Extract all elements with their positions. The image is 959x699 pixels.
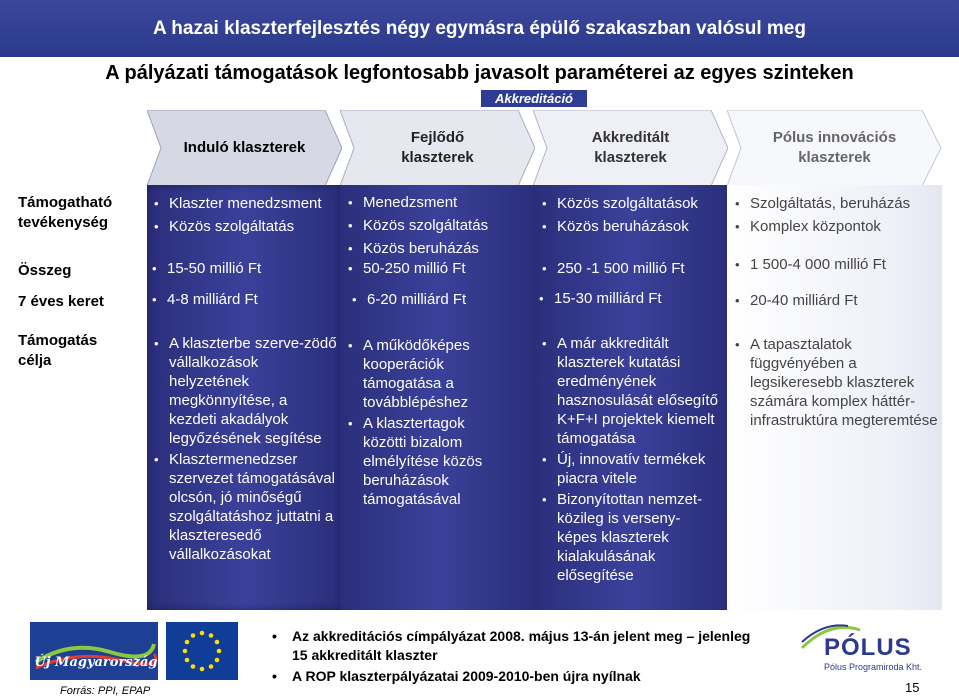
col4-goals <box>733 335 938 430</box>
list-item: • Közös beruházás <box>346 239 532 258</box>
accreditation-tag: Akkreditáció <box>481 90 587 107</box>
amount-value: • 15-50 millió Ft <box>150 259 338 278</box>
stage-label-2: Fejlődő klaszterek <box>401 129 474 166</box>
logo-left-text: Új Magyarország <box>34 655 158 670</box>
col1-activities <box>152 194 340 236</box>
col4-activities <box>733 194 938 236</box>
col2-activities <box>346 193 532 258</box>
list-item: • A tapasztalatok függvényében a legsikeresebb klaszterek számára komplex háttér-infrastruktúra megteremtése <box>733 335 938 430</box>
list-item: • Közös beruházások <box>540 217 726 236</box>
row-label-activity: Támogatható tevékenység <box>18 194 113 231</box>
list-item: • Komplex központok <box>733 217 938 236</box>
col3-activities <box>540 194 726 236</box>
col1-amount <box>150 259 338 278</box>
list-item: • Közös szolgáltatások <box>540 194 726 213</box>
col2-amount <box>346 259 532 278</box>
source-note: Forrás: PPI, EPAP <box>60 685 151 697</box>
col2-framework <box>350 290 536 309</box>
col3-goals <box>540 334 720 585</box>
logo-right-text: PÓLUS <box>824 634 912 661</box>
amount-value: • 250 -1 500 millió Ft <box>540 259 726 278</box>
list-item: • Menedzsment <box>346 193 532 212</box>
list-item: • A klaszterbe szerve-zödő vállalkozások helyzetének megkönnyítése, a kezdeti akadályok legyőzésének segítése <box>152 334 338 448</box>
col3-framework <box>537 289 723 308</box>
stage-label-3: Akkreditált klaszterek <box>591 129 670 166</box>
list-item: • Szolgáltatás, beruházás <box>733 194 938 213</box>
list-item: • Bizonyítottan nemzet-közileg is verseny-képes klaszterek kialakulásának elősegítése <box>540 490 720 585</box>
list-item: • Közös szolgáltatás <box>152 217 340 236</box>
amount-value: • 1 500-4 000 millió Ft <box>733 255 938 274</box>
list-item: • Klaszter menedzsment <box>152 194 340 213</box>
col1-framework <box>150 290 338 309</box>
stage-label-1: Induló klaszterek <box>183 139 306 156</box>
stage-arrow-1 <box>147 110 342 186</box>
list-item: • Új, innovatív termékek piacra vitele <box>540 450 720 488</box>
footer-bullet-2: • A ROP klaszterpályázatai 2009-2010-ben újra nyílnak <box>270 667 770 686</box>
col1-goals <box>152 334 338 564</box>
row-label-amount: Összeg <box>18 262 72 279</box>
row-label-framework: 7 éves keret <box>18 293 104 310</box>
list-item: • A működőképes kooperációk támogatása a továbblépéshez <box>346 336 506 412</box>
list-item: • A már akkreditált klaszterek kutatási eredményének hasznosulását elősegítő K+F+I projektek kiemelt támogatása <box>540 334 720 448</box>
framework-value: • 20-40 milliárd Ft <box>733 291 938 310</box>
footer-bullet-1: • Az akkreditációs címpályázat 2008. május 13-án jelent meg – jelenleg 15 akkreditált klaszter <box>270 627 760 665</box>
title-bar <box>0 0 959 57</box>
amount-value: • 50-250 millió Ft <box>346 259 532 278</box>
list-item: • Klasztermenedzser szervezet támogatásával olcsón, jó minőségű szolgáltatáshoz juttatni a klaszteresedő vállalkozásokat <box>152 450 338 564</box>
stage-label-4: Pólus innovációs klaszterek <box>772 129 897 166</box>
framework-value: • 4-8 milliárd Ft <box>150 290 338 309</box>
page-title: A hazai klaszterfejlesztés négy egymásra épülő szakaszban valósul meg <box>153 17 806 39</box>
col3-amount <box>540 259 726 278</box>
col4-framework <box>733 291 938 310</box>
logo-right-sub: Pólus Programiroda Kht. <box>824 662 923 672</box>
framework-value: • 6-20 milliárd Ft <box>350 290 536 309</box>
logo-uj-magyarorszag <box>30 622 240 680</box>
logo-polus <box>800 620 945 678</box>
footer-bullets <box>270 627 770 686</box>
stage-arrow-2 <box>340 110 535 186</box>
col2-goals <box>346 336 506 509</box>
page-number: 15 <box>905 680 920 695</box>
row-label-goal: Támogatás célja <box>18 332 98 369</box>
subtitle: A pályázati támogatások legfontosabb javasolt paraméterei az egyes szinteken <box>105 62 854 84</box>
stage-arrow-3 <box>533 110 728 186</box>
list-item: • A klasztertagok közötti bizalom elmélyítése közös beruházások támogatásával <box>346 414 506 509</box>
list-item: • Közös szolgáltatás <box>346 216 532 235</box>
stage-arrow-4 <box>727 110 942 186</box>
framework-value: • 15-30 milliárd Ft <box>537 289 723 308</box>
col4-amount <box>733 255 938 274</box>
